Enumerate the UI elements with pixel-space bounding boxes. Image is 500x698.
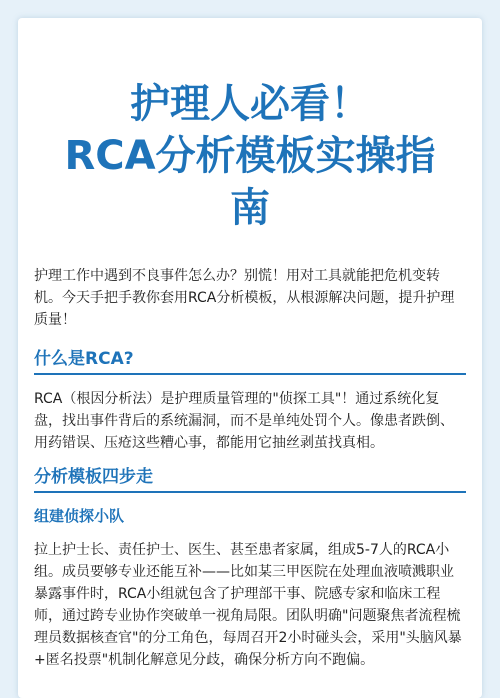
section-heading-four-steps: 分析模板四步走 — [34, 467, 153, 487]
title-line-1: 护理人必看！ — [130, 81, 370, 127]
page-title — [18, 78, 482, 234]
intro-paragraph: 护理工作中遇到不良事件怎么办？别慌！用对工具就能把危机变转机。今天手把手教你套用RCA分析模板，从根源解决问题，提升护理质量！ — [34, 268, 455, 328]
section-heading-what-is-rca: 什么是RCA? — [34, 349, 134, 369]
build-team-paragraph: 拉上护士长、责任护士、医生、甚至患者家属，组成5-7人的RCA小组。成员要够专业还能互补——比如某三甲医院在处理血液喷溅职业暴露事件时，RCA小组就包含了护理部干事、院感专家和临床工程师，通过跨专业协作突破单一视角局限。团队明确"问题聚焦者流程梳理员数据核查官"的分工角色，每周召开2小时碰头会，采用"头脑风暴+匿名投票"机制化解意见分歧，确保分析方向不跑偏。 — [34, 542, 462, 668]
section-divider — [34, 491, 466, 493]
title-line-3: 南 — [230, 185, 270, 231]
article-card — [18, 18, 482, 698]
section-divider — [34, 373, 466, 375]
rca-definition-paragraph: RCA（根因分析法）是护理质量管理的"侦探工具"！通过系统化复盘，找出事件背后的系统漏洞，而不是单纯处罚个人。像患者跌倒、用药错误、压疮这些糟心事，都能用它抽丝剥茧找真相。 — [34, 391, 454, 451]
subheading-build-team: 组建侦探小队 — [34, 507, 125, 525]
title-line-2: RCA分析模板实操指 — [64, 133, 436, 179]
